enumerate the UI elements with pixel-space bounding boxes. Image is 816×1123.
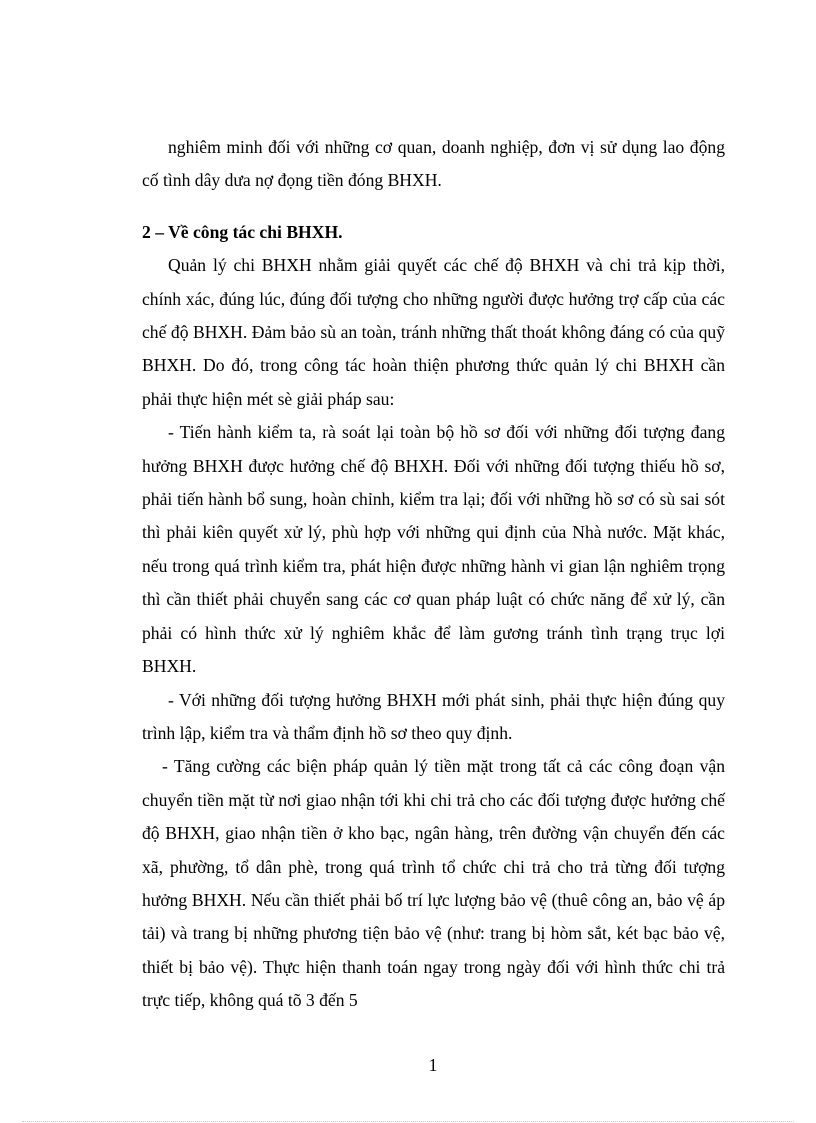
paragraph-intro: Quản lý chi BHXH nhằm giải quyết các chế độ BHXH và chi trả kịp thời, chính xác, đúng lúc, đúng đối tượng cho những người được hưởng trợ cấp của các chế độ BHXH. Đảm bảo sù an toàn, tránh những thất thoát không đáng có của quỹ BHXH. Do đó, trong công tác hoàn thiện phương thức quản lý chi BHXH cần phải thực hiện mét sè giải pháp sau: xyxy=(142,255,725,409)
section-heading: 2 – Về công tác chi BHXH. xyxy=(142,221,343,242)
paragraph-item-review-records: - Tiến hành kiểm ta, rà soát lại toàn bộ hồ sơ đối với những đối tượng đang hưởng BHXH được hưởng chế độ BHXH. Đối với những đối tượng thiếu hồ sơ, phải tiến hành bổ sung, hoàn chỉnh, kiểm tra lại; đối với những hồ sơ có sù sai sót thì phải kiên quyết xử lý, phù hợp với những qui định của Nhà nước. Mặt khác, nếu trong quá trình kiểm tra, phát hiện được những hành vi gian lận nghiêm trọng thì cần thiết phải chuyển sang các cơ quan pháp luật có chức năng để xử lý, cần phải có hình thức xử lý nghiêm khắc để làm gương tránh tình trạng trục lợi BHXH. xyxy=(142,422,725,677)
page-body xyxy=(142,131,725,1018)
paragraph-item-cash-management: - Tăng cường các biện pháp quản lý tiền mặt trong tất cả các công đoạn vận chuyển tiền mặt từ nơi giao nhận tới khi chi trả cho các đối tượng được hưởng chế độ BHXH, giao nhận tiền ở kho bạc, ngân hàng, trên đường vận chuyển đến các xã, phường, tổ dân phè, trong quá trình tổ chức chi trả cho trả từng đối tượng hưởng BHXH. Nếu cần thiết phải bố trí lực lượng bảo vệ (thuê công an, bảo vệ áp tải) và trang bị những phương tiện bảo vệ (như: trang bị hòm sắt, két bạc bảo vệ, thiết bị bảo vệ). Thực hiện thanh toán ngay trong ngày đối với hình thức chi trả trực tiếp, không quá tõ 3 đến 5 xyxy=(142,756,725,1011)
page-bottom-divider xyxy=(22,1121,794,1122)
page-number: 1 xyxy=(428,1055,438,1075)
paragraph-item-new-beneficiaries: - Với những đối tượng hưởng BHXH mới phát sinh, phải thực hiện đúng quy trình lập, kiểm tra và thẩm định hồ sơ theo quy định. xyxy=(142,689,725,743)
paragraph-continuation: nghiêm minh đối với những cơ quan, doanh nghiệp, đơn vị sử dụng lao động cố tình dây dưa nợ đọng tiền đóng BHXH. xyxy=(142,137,725,191)
